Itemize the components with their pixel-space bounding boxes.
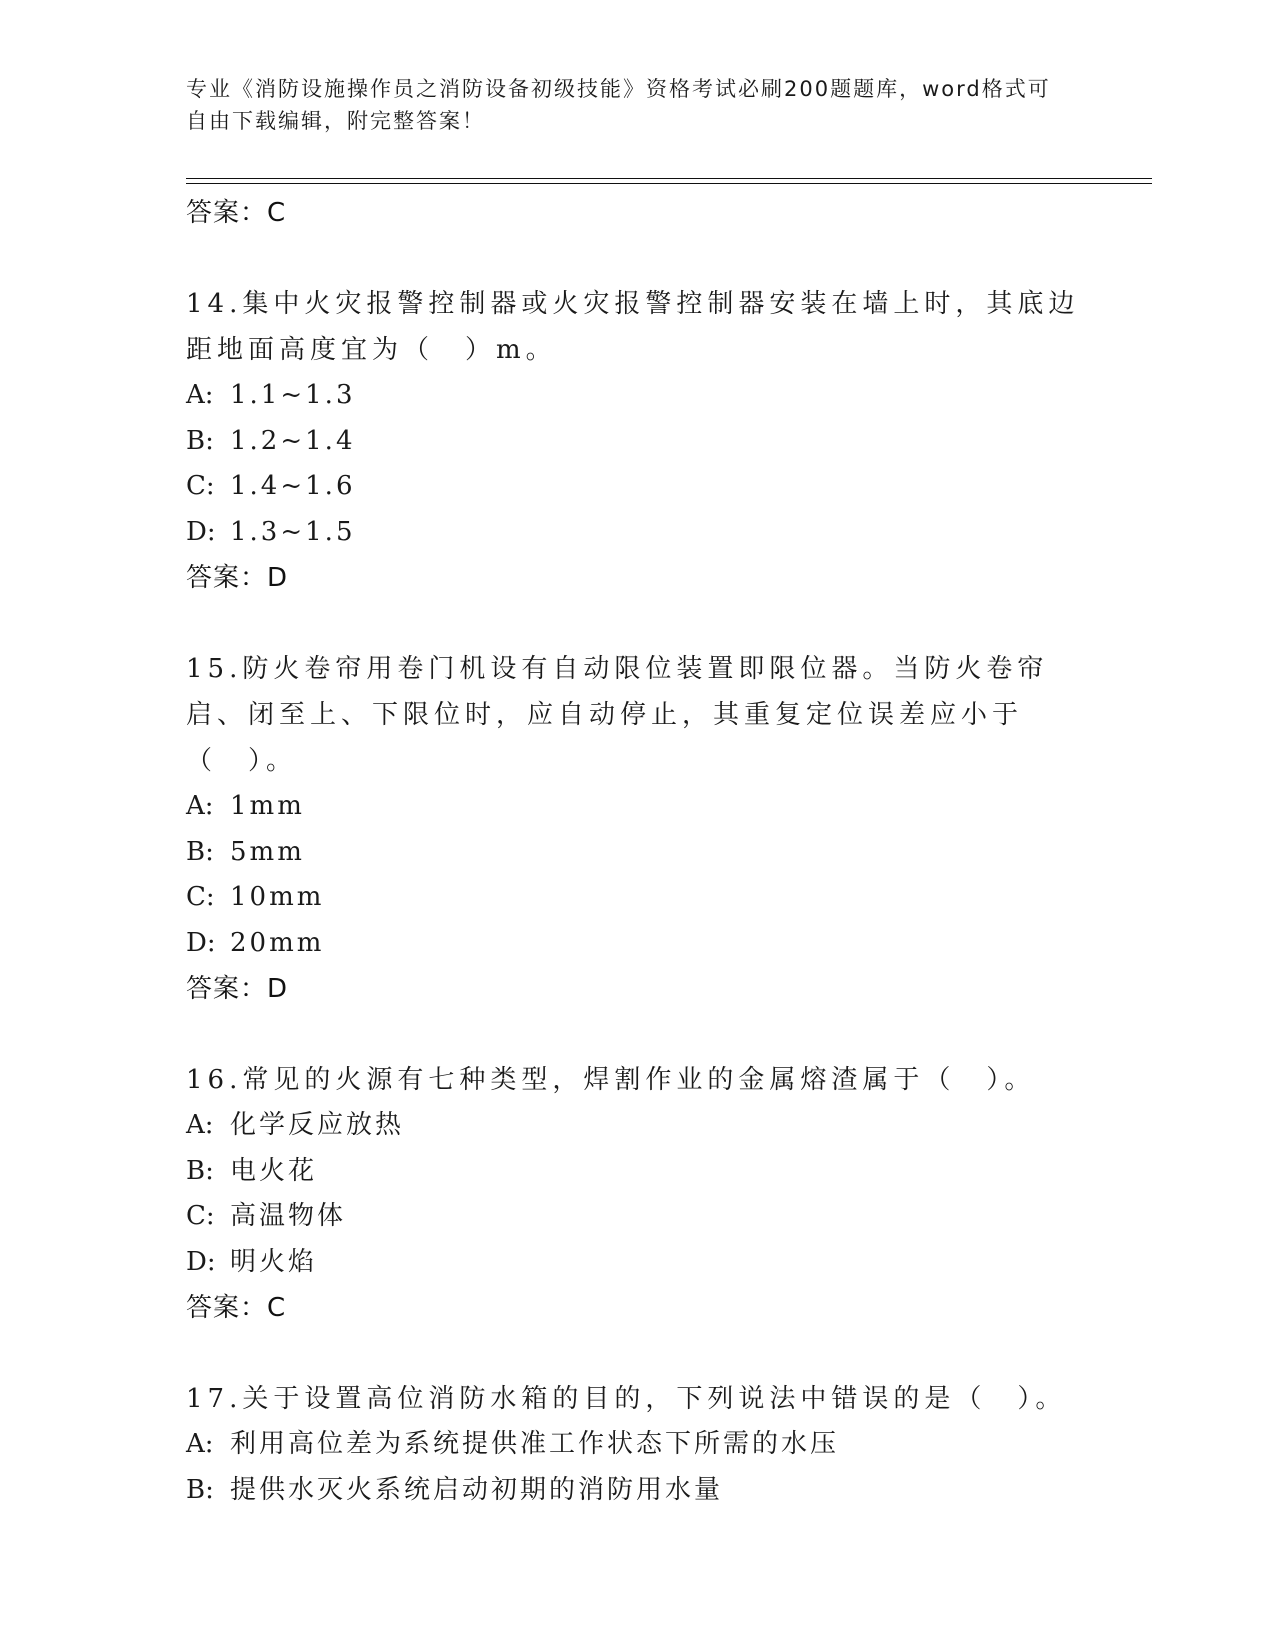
option-a: [186, 1422, 1086, 1468]
option-text: 1.4~1.6: [230, 471, 356, 501]
option-text: 高温物体: [230, 1201, 347, 1231]
option-letter: D:: [186, 1246, 216, 1277]
spacer: [186, 1012, 1086, 1057]
option-text: 10mm: [230, 882, 325, 912]
answer-line: 答案：C: [186, 1293, 287, 1323]
option-letter: C:: [186, 1201, 215, 1231]
spacer: [186, 236, 1086, 281]
header-divider-bottom: [186, 183, 1152, 184]
option-letter: D:: [186, 516, 216, 547]
question-text: 17.关于设置高位消防水箱的目的，下列说法中错误的是（ ）。: [186, 1384, 1067, 1414]
question-text: 14.集中火灾报警控制器或火灾报警控制器安装在墙上时，其底边距地面高度宜为（ ）m。: [186, 289, 1080, 365]
option-text: 化学反应放热: [230, 1110, 405, 1140]
option-text: 20mm: [230, 927, 325, 958]
option-text: 5mm: [230, 836, 305, 867]
option-text: 电火花: [230, 1155, 318, 1186]
question-block: [186, 1376, 1086, 1513]
option-b: [186, 1468, 1086, 1514]
question-text: 15.防火卷帘用卷门机设有自动限位装置即限位器。当防火卷帘启、闭至上、下限位时，应自动停止，其重复定位误差应小于（ ）。: [186, 654, 1049, 776]
option-c: [186, 464, 1086, 510]
answer-line: 答案：D: [186, 563, 289, 593]
option-letter: B:: [186, 425, 214, 456]
question-block: [186, 1057, 1086, 1331]
option-text: 1.1~1.3: [230, 380, 356, 410]
option-letter: C:: [186, 471, 215, 501]
answer-line: 答案：D: [186, 974, 289, 1004]
option-text: 1mm: [230, 791, 305, 821]
header-divider-top: [186, 178, 1152, 179]
option-text: 1.3~1.5: [230, 516, 356, 547]
option-c: [186, 875, 1086, 921]
option-a: [186, 373, 1086, 419]
option-letter: D:: [186, 927, 216, 958]
spacer: [186, 1331, 1086, 1376]
option-b: [186, 419, 1086, 465]
option-a: [186, 784, 1086, 830]
option-b: [186, 1149, 1086, 1195]
option-text: 提供水灭火系统启动初期的消防用水量: [230, 1474, 724, 1505]
option-d: [186, 1240, 1086, 1286]
option-letter: C:: [186, 882, 215, 912]
option-a: [186, 1103, 1086, 1149]
option-letter: B:: [186, 1474, 214, 1505]
option-b: [186, 830, 1086, 876]
answer-line: 答案：C: [186, 198, 287, 228]
option-d: [186, 510, 1086, 556]
question-block: [186, 646, 1086, 1012]
option-d: [186, 921, 1086, 967]
option-letter: A:: [186, 380, 214, 410]
question-list: [186, 190, 1086, 1513]
question-block: [186, 281, 1086, 601]
option-c: [186, 1194, 1086, 1240]
document-header: 专业《消防设施操作员之消防设备初级技能》资格考试必刷200题题库，word格式可自由下载编辑，附完整答案！: [186, 77, 1051, 133]
option-text: 1.2~1.4: [230, 425, 356, 456]
option-letter: B:: [186, 1155, 214, 1186]
spacer: [186, 601, 1086, 646]
option-letter: B:: [186, 836, 214, 867]
option-letter: A:: [186, 791, 214, 821]
option-text: 利用高位差为系统提供准工作状态下所需的水压: [230, 1429, 840, 1459]
question-text: 16.常见的火源有七种类型，焊割作业的金属熔渣属于（ ）。: [186, 1065, 1036, 1095]
option-text: 明火焰: [230, 1246, 318, 1277]
option-letter: A:: [186, 1110, 214, 1140]
option-letter: A:: [186, 1429, 214, 1459]
